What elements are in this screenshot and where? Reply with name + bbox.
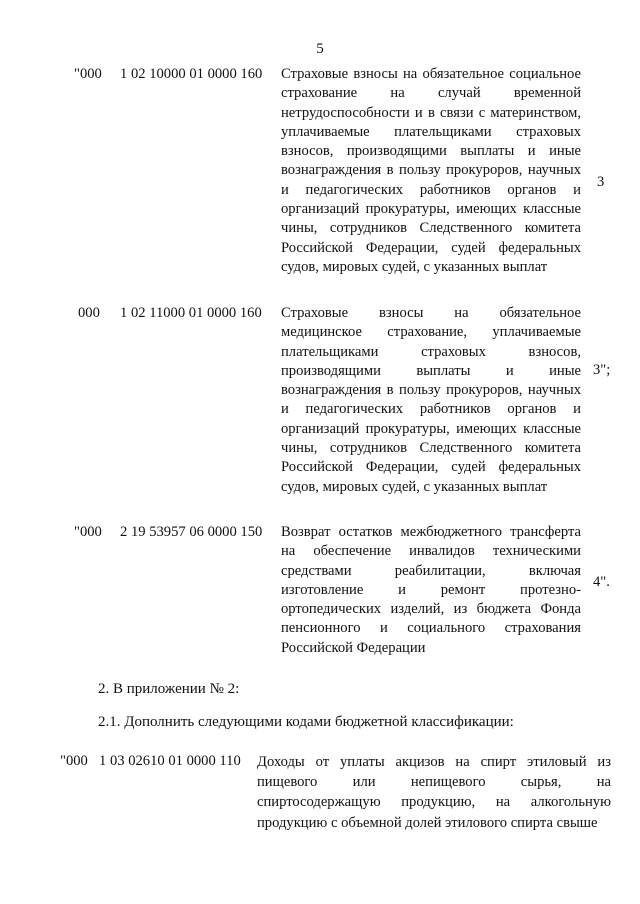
table-row [0,304,640,518]
row-prefix: "000 [74,66,102,82]
row-suffix: 3 [597,174,605,190]
code-description: Страховые взносы на обязательное социальное страхование на случай временной нетрудоспособности и в связи с материнством, уплачиваемые плательщиками страховых взносов, производящими выплаты и иные вознаграждения в пользу прокуроров, научных и педагогических работников органов и организаций прокуратуры, имеющих классные чины, сотрудников Следственного комитета Российской Федерации, судей федеральных судов, мировых судей, с указанных выплат [281,66,581,275]
page-number: 5 [316,41,324,57]
table-row [0,752,640,842]
code-description: Страховые взносы на обязательное медицинское страхование, уплачиваемые плательщиками страховых взносов, производящими выплаты и иные вознаграждения в пользу прокуроров, научных и педагогических работников органов и организаций прокуратуры, имеющих классные чины, сотрудников Следственного комитета Российской Федерации, судей федеральных судов, мировых судей, с указанных выплат [281,305,581,495]
paragraph-2: 2. В приложении № 2: [98,681,240,697]
budget-code: 1 03 02610 01 0000 110 [99,753,241,769]
paragraph-2-1: 2.1. Дополнить следующими кодами бюджетной классификации: [98,714,514,730]
row-prefix: 000 [78,305,100,321]
budget-code: 1 02 11000 01 0000 160 [120,305,262,321]
budget-code: 1 02 10000 01 0000 160 [120,66,263,82]
table-row [0,523,640,663]
table-row [0,65,640,301]
row-suffix: 3"; [593,362,611,378]
budget-code: 2 19 53957 06 0000 150 [120,524,263,540]
row-suffix: 4". [593,574,610,590]
row-prefix: "000 [74,524,102,540]
code-description: Возврат остатков межбюджетного трансферта на обеспечение инвалидов техническими средствами реабилитации, включая изготовление и ремонт протезно-ортопедических изделий, из бюджета Фонда пенсионного и социального страхования Российской Федерации [281,524,581,656]
code-description: Доходы от уплаты акцизов на спирт этиловый из пищевого или непищевого сырья, на спиртосодержащую продукцию, на алкогольную продукцию с объемной долей этилового спирта свыше [257,754,611,831]
row-prefix: "000 [60,753,88,769]
